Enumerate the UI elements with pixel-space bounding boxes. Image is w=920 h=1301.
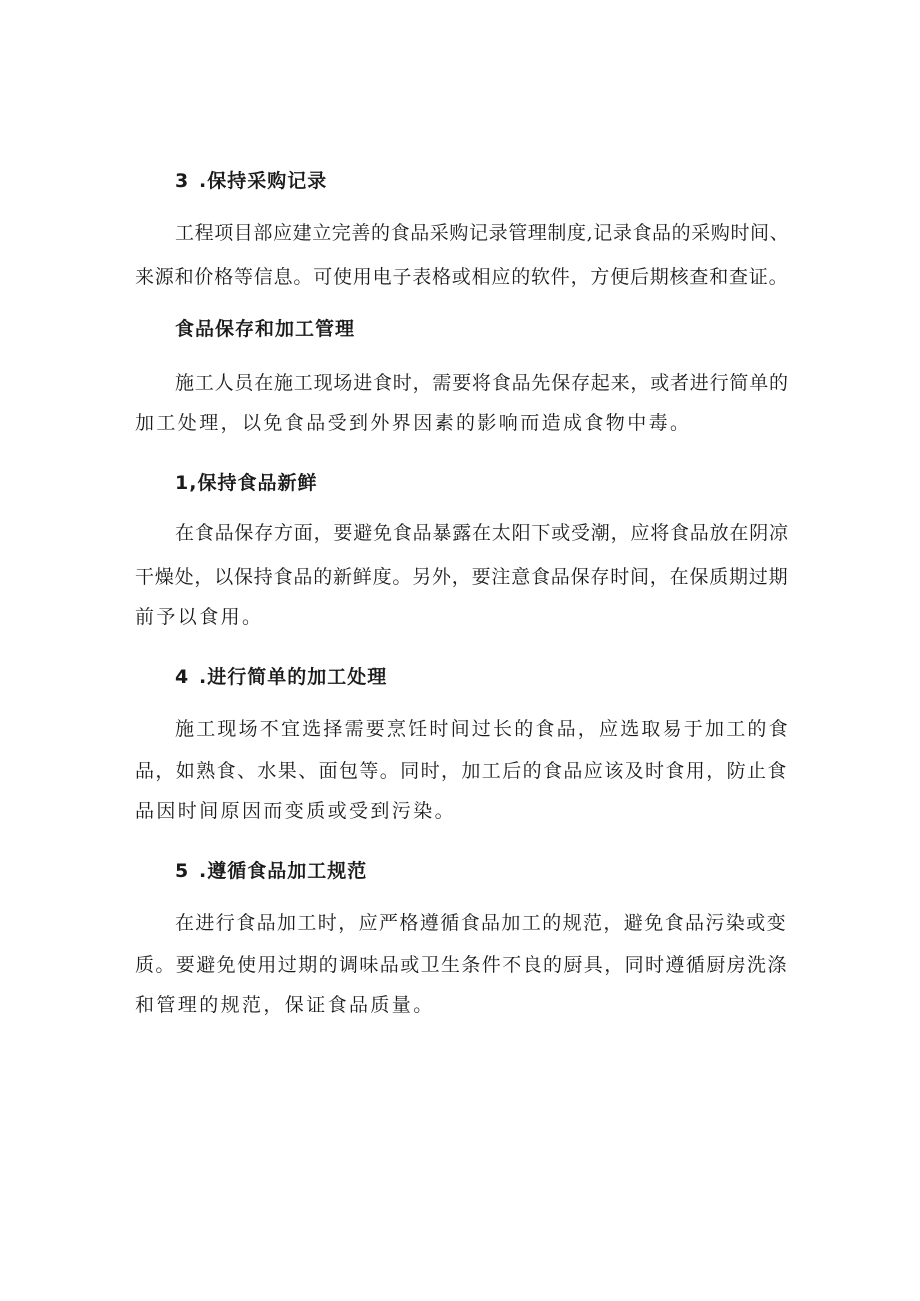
paragraph-line: 施工人员在施工现场进食时，需要将食品先保存起来，或者进行简单的 [175, 372, 789, 394]
heading-number: 5 [175, 860, 190, 882]
paragraph-line: 工程项目部应建立完善的食品采购记录管理制度,记录食品的采购时间、 [175, 222, 790, 244]
heading-text: .遵循食品加工规范 [199, 860, 368, 882]
heading-text: .保持采购记录 [199, 170, 328, 192]
heading-number: 3 [175, 170, 190, 192]
section-heading-storage-processing [175, 314, 355, 341]
heading-text: .进行简单的加工处理 [199, 666, 388, 688]
paragraph-line: 品，如熟食、水果、面包等。同时，加工后的食品应该及时食用，防止食 [135, 760, 788, 782]
heading-text: 1,保持食品新鲜 [175, 472, 318, 494]
section-heading-processing-standards [175, 856, 367, 883]
heading-text: 食品保存和加工管理 [175, 318, 356, 340]
paragraph-line: 在食品保存方面，要避免食品暴露在太阳下或受潮，应将食品放在阴凉 [175, 522, 789, 544]
paragraph-line: 加工处理，以免食品受到外界因素的影响而造成食物中毒。 [135, 412, 692, 434]
paragraph-line: 施工现场不宜选择需要烹饪时间过长的食品，应选取易于加工的食 [175, 718, 790, 740]
paragraph-line: 在进行食品加工时，应严格遵循食品加工的规范，避免食品污染或变 [175, 912, 788, 934]
section-heading-purchase-records [175, 166, 327, 193]
paragraph-line: 和管理的规范，保证食品质量。 [135, 994, 435, 1016]
paragraph-line: 来源和价格等信息。可使用电子表格或相应的软件，方便后期核查和查证。 [135, 266, 789, 288]
paragraph-line: 品因时间原因而变质或受到污染。 [135, 800, 457, 822]
section-heading-keep-fresh [175, 468, 317, 495]
paragraph-line: 前予以食用。 [135, 606, 264, 628]
section-heading-simple-processing [175, 662, 387, 689]
paragraph-line: 质。要避免使用过期的调味品或卫生条件不良的厨具，同时遵循厨房洗涤 [135, 954, 788, 976]
heading-number: 4 [175, 666, 190, 688]
paragraph-line: 干燥处，以保持食品的新鲜度。另外，要注意食品保存时间，在保质期过期 [135, 566, 789, 588]
